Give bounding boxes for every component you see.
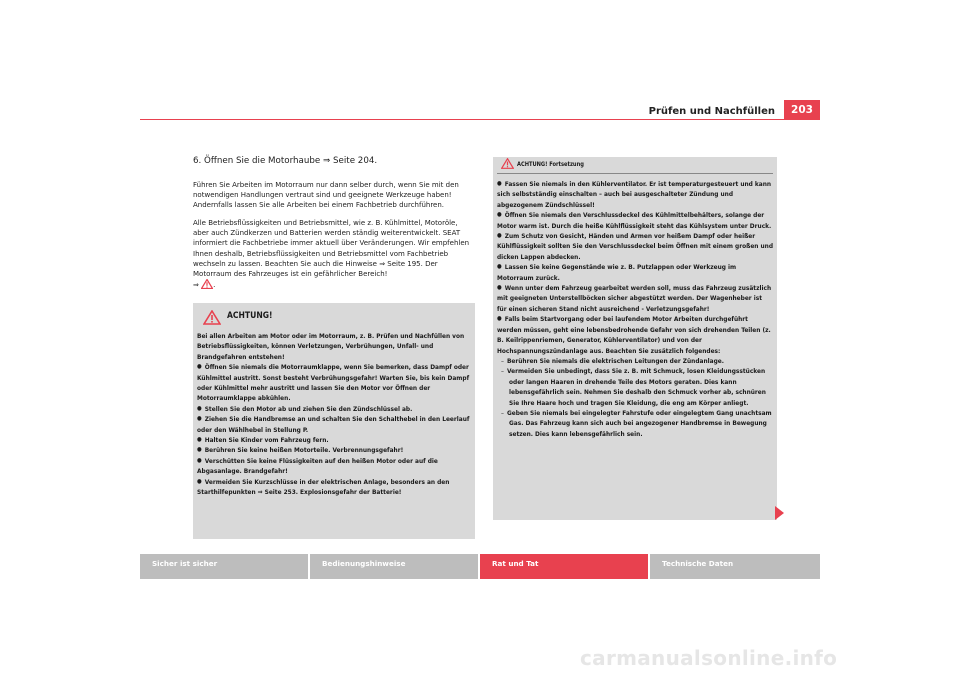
warning-triangle-icon (501, 158, 514, 169)
warning-bullet: ● Fassen Sie niemals in den Kühlerventilator. Er ist temperaturgesteuert und kann sich selbstständig einschalten – auch bei ausgeschalteter Zündung und abgezogenem Zündschlüssel! (497, 179, 773, 210)
tab-label: Sicher ist sicher (152, 559, 218, 568)
warning-continued-title: ACHTUNG! Fortsetzung (517, 162, 584, 168)
warning-body (197, 329, 471, 498)
continue-arrow-icon (775, 506, 784, 520)
tab-sicher-ist-sicher[interactable] (140, 554, 308, 579)
warning-box-continued-header (497, 157, 773, 174)
warning-intro: Bei allen Arbeiten am Motor oder im Motorraum, z. B. Prüfen und Nachfüllen von Betriebsflüssigkeiten, können Verletzungen, Verbrühungen, Unfall- und Brandgefahren entstehen! (197, 332, 465, 361)
tab-technische-daten[interactable] (650, 554, 820, 579)
watermark: carmanualsonline.info (580, 646, 838, 670)
page-number: 203 (784, 100, 820, 120)
tab-label: Technische Daten (662, 559, 734, 568)
warning-bullet: ● Falls beim Startvorgang oder bei laufendem Motor Arbeiten durchgeführt werden müssen, geht eine lebensbedrohende Gefahr von sich drehenden Teilen (z. B. Keilrippenriemen, Generator, Kühlerventilator) und von der Hochspannungszündanlage aus. Beachten Sie zusätzlich folgendes: (497, 314, 773, 356)
warning-sub-item: – Geben Sie niemals bei eingelegter Fahrstufe oder eingelegtem Gang unachtsam Gas. Das Fahrzeug kann sich auch bei angezogener Handbremse in Bewegung setzen. Dies kann lebensgefährlich sein. (497, 408, 773, 439)
warning-bullet: ● Berühren Sie keine heißen Motorteile. Verbrennungsgefahr! (197, 445, 471, 455)
warning-bullet: ● Halten Sie Kinder vom Fahrzeug fern. (197, 435, 471, 445)
warning-bullet: ● Öffnen Sie niemals die Motorraumklappe, wenn Sie bemerken, dass Dampf oder Kühlmittel austritt. Sonst besteht Verbrühungsgefahr! Warten Sie, bis kein Dampf oder Kühlmittel mehr austritt und lassen Sie den Motor vor Öffnen der Motorraumklappe abkühlen. (197, 362, 471, 404)
fluids-paragraph-text: Alle Betriebsflüssigkeiten und Betriebsmittel, wie z. B. Kühlmittel, Motoröle, aber auch Zündkerzen und Batterien werden ständig weiterentwickelt. SEAT informiert die Fachbetriebe immer aktuell über Veränderungen. Wir empfehlen Ihnen deshalb, Betriebsflüssigkeiten und Betriebsmittel vom Fachbetrieb wechseln zu lassen. Beachten Sie auch die Hinweise ⇒ Seite 195. Der Motorraum des Fahrzeuges ist ein gefährlicher Bereich! (193, 219, 470, 279)
warning-triangle-icon (203, 310, 221, 325)
tab-label: Bedienungshinweise (322, 559, 406, 568)
header-rule (140, 119, 820, 120)
page-header-title: Prüfen und Nachfüllen (648, 106, 775, 117)
warning-continued-body (497, 174, 773, 439)
tab-label: Rat und Tat (492, 559, 539, 568)
warning-bullet: ● Stellen Sie den Motor ab und ziehen Sie den Zündschlüssel ab. (197, 404, 471, 414)
warning-sub-item: – Berühren Sie niemals die elektrischen Leitungen der Zündanlage. (497, 356, 773, 366)
tab-rat-und-tat[interactable] (480, 554, 648, 579)
warning-ref-arrow: ⇒ (193, 281, 199, 290)
warning-box-continued (493, 157, 777, 520)
warning-bullet: ● Lassen Sie keine Gegenstände wie z. B. Putzlappen oder Werkzeug im Motorraum zurück. (497, 262, 773, 283)
warning-triangle-icon (201, 279, 213, 289)
warning-bullet: ● Verschütten Sie keine Flüssigkeiten auf den heißen Motor oder auf die Abgasanlage. Brandgefahr! (197, 456, 471, 477)
warning-bullet: ● Vermeiden Sie Kurzschlüsse in der elektrischen Anlage, besonders an den Starthilfepunkten ⇒ Seite 253. Explosionsgefahr der Batterie! (197, 477, 471, 498)
warning-bullet: ● Wenn unter dem Fahrzeug gearbeitet werden soll, muss das Fahrzeug zusätzlich mit geeigneten Unterstellböcken sicher abgestützt werden. Der Wagenheber ist für einen sicheren Stand nicht ausreichend - Verletzungsgefahr! (497, 283, 773, 314)
tab-bedienungshinweise[interactable] (310, 554, 478, 579)
step-text: 6. Öffnen Sie die Motorhaube ⇒ Seite 204. (193, 156, 378, 166)
warning-box (193, 303, 475, 539)
warning-bullet: ● Zum Schutz von Gesicht, Händen und Armen vor heißem Dampf oder heißer Kühlflüssigkeit sollten Sie den Verschlussdeckel beim Öffnen mit einem großen und dicken Lappen abdecken. (497, 231, 773, 262)
warning-bullet: ● Ziehen Sie die Handbremse an und schalten Sie den Schalthebel in den Leerlauf oder den Wählhebel in Stellung P. (197, 414, 471, 435)
warning-bullet: ● Öffnen Sie niemals den Verschlussdeckel des Kühlmittelbehälters, solange der Motor warm ist. Durch die heiße Kühlflüssigkeit steht das Kühlsystem unter Druck. (497, 210, 773, 231)
warning-box-header (197, 303, 471, 329)
fluids-paragraph: Alle Betriebsflüssigkeiten und Betriebsmittel, wie z. B. Kühlmittel, Motoröle, aber auch Zündkerzen und Batterien werden ständig weiterentwickelt. SEAT informiert die Fachbetriebe immer aktuell über Veränderungen. Wir empfehlen Ihnen deshalb, Betriebsflüssigkeiten und Betriebsmittel vom Fachbetrieb wechseln zu lassen. Beachten Sie auch die Hinweise ⇒ Seite 195. Der Motorraum des Fahrzeuges ist ein gefährlicher Bereich! ⇒ . (193, 219, 470, 290)
warning-title: ACHTUNG! (227, 311, 273, 321)
warning-sub-item: – Vermeiden Sie unbedingt, dass Sie z. B. mit Schmuck, losen Kleidungsstücken oder langen Haaren in drehende Teile des Motors geraten. Dies kann lebensgefährlich sein. Nehmen Sie deshalb den Schmuck vorher ab, schnüren Sie Ihre Haare hoch und tragen Sie Kleidung, die eng am Körper anliegt. (497, 366, 773, 408)
intro-paragraph: Führen Sie Arbeiten im Motorraum nur dann selber durch, wenn Sie mit den notwendigen Handlungen vertraut sind und geeignete Werkzeuge haben! Andernfalls lassen Sie alle Arbeiten bei einem Fachbetrieb durchführen. (193, 181, 459, 210)
